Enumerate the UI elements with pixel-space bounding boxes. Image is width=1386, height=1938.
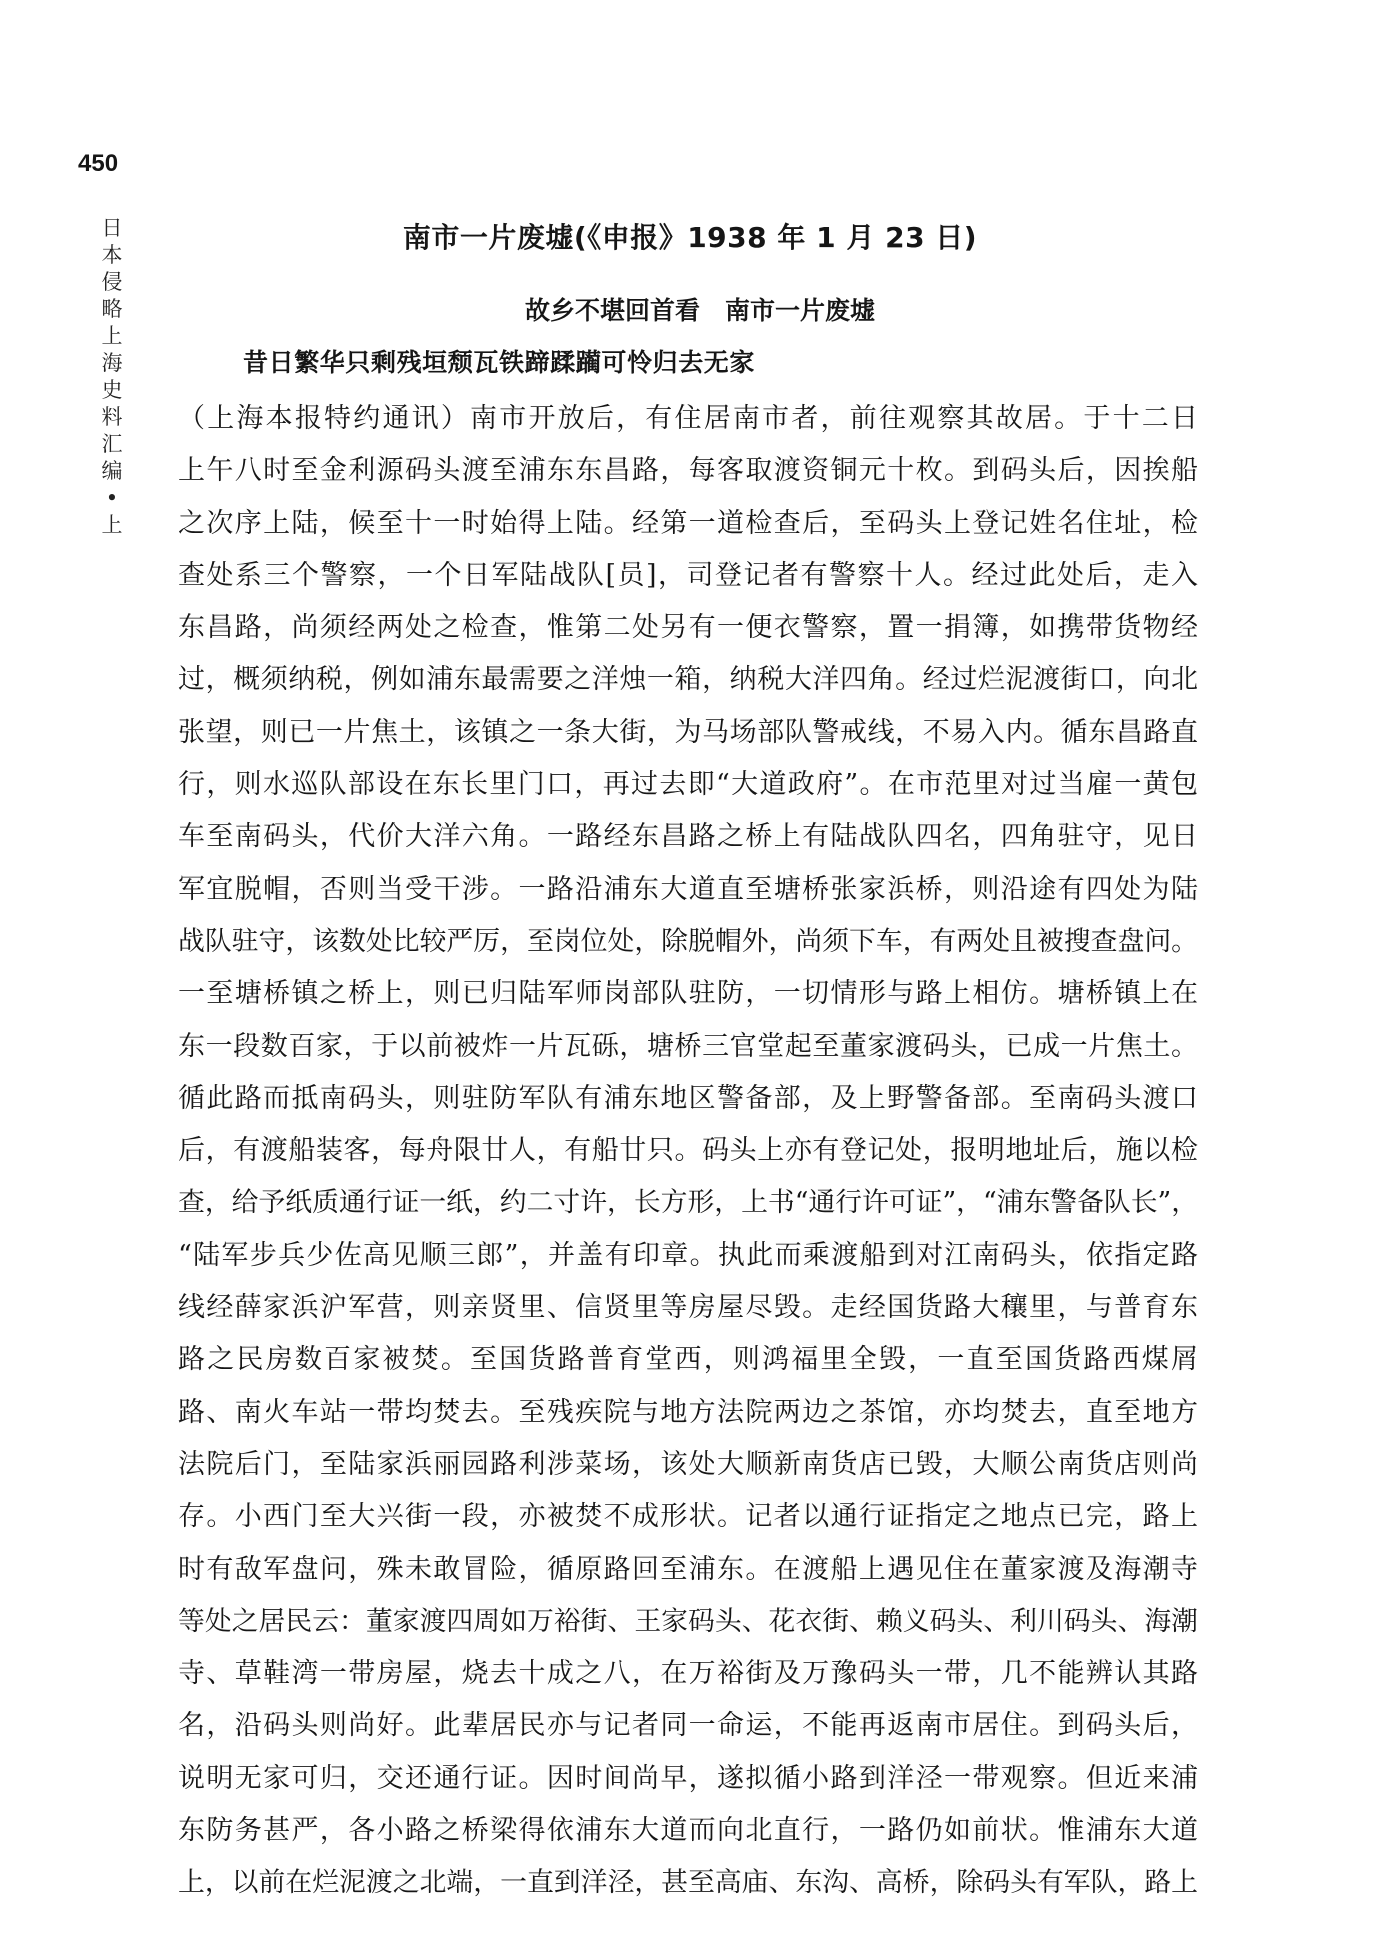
body-line: 时有敌军盘问，殊未敢冒险，循原路回至浦东。在渡船上遇见住在董家渡及海潮寺 xyxy=(178,1553,1198,1585)
body-line: 上午八时至金利源码头渡至浦东东昌路，每客取渡资铜元十枚。到码头后，因挨船 xyxy=(178,455,1198,487)
page-number: 450 xyxy=(78,150,119,177)
body-line: 等处之居民云：董家渡四周如万裕街、王家码头、花衣街、赖义码头、利川码头、海潮 xyxy=(178,1605,1198,1637)
body-line: “陆军步兵少佐高见顺三郎”，并盖有印章。执此而乘渡船到对江南码头，依指定路 xyxy=(178,1239,1198,1271)
body-line: 张望，则已一片焦土，该镇之一条大街，为马场部队警戒线，不易入内。循东昌路直 xyxy=(178,716,1198,748)
body-line: 法院后门，至陆家浜丽园路利涉菜场，该处大顺新南货店已毁，大顺公南货店则尚 xyxy=(178,1448,1198,1480)
body-line: 路、南火车站一带均焚去。至残疾院与地方法院两边之茶馆，亦均焚去，直至地方 xyxy=(178,1396,1198,1428)
body-line: 名，沿码头则尚好。此辈居民亦与记者同一命运，不能再返南市居住。到码头后， xyxy=(178,1710,1198,1742)
body-line: 过，概须纳税，例如浦东最需要之洋烛一箱，纳税大洋四角。经过烂泥渡街口，向北 xyxy=(178,664,1198,696)
body-line: 车至南码头，代价大洋六角。一路经东昌路之桥上有陆战队四名，四角驻守，见日 xyxy=(178,821,1198,853)
body-line: 之次序上陆，候至十一时始得上陆。经第一道检查后，至码头上登记姓名住址，检 xyxy=(178,507,1198,539)
body-line: 后，有渡船装客，每舟限廿人，有船廿只。码头上亦有登记处，报明地址后，施以检 xyxy=(178,1135,1198,1167)
article-subheading-secondary: 昔日繁华只剩残垣颓瓦铁蹄蹂躏可怜归去无家 xyxy=(243,348,756,377)
body-line: （上海本报特约通讯）南市开放后，有住居南市者，前往观察其故居。于十二日 xyxy=(178,403,1198,434)
body-line: 查处系三个警察，一个日军陆战队[员]，司登记者有警察十人。经过此处后，走入 xyxy=(178,559,1198,591)
body-line: 寺、草鞋湾一带房屋，烧去十成之八，在万裕街及万豫码头一带，几不能辨认其路 xyxy=(178,1658,1198,1690)
running-title: 日本侵略上海史料汇编•上 xyxy=(101,216,123,537)
body-line: 循此路而抵南码头，则驻防军队有浦东地区警备部，及上野警备部。至南码头渡口 xyxy=(178,1082,1198,1114)
body-line: 军宜脱帽，否则当受干涉。一路沿浦东大道直至塘桥张家浜桥，则沿途有四处为陆 xyxy=(178,873,1198,905)
body-line: 说明无家可归，交还通行证。因时间尚早，遂拟循小路到洋泾一带观察。但近来浦 xyxy=(178,1762,1198,1794)
body-line: 东防务甚严，各小路之桥梁得依浦东大道而向北直行，一路仍如前状。惟浦东大道 xyxy=(178,1815,1198,1847)
body-line: 行，则水巡队部设在东长里门口，再过去即“大道政府”。在市范里对过当雇一黄包 xyxy=(178,769,1198,801)
article-title: 南市一片废墟(《申报》1938 年 1 月 23 日) xyxy=(402,221,978,254)
body-line: 路之民房数百家被焚。至国货路普育堂西，则鸿福里全毁，一直至国货路西煤屑 xyxy=(178,1344,1198,1376)
body-line: 战队驻守，该数处比较严厉，至岗位处，除脱帽外，尚须下车，有两处且被搜查盘问。 xyxy=(178,925,1198,957)
article-body xyxy=(178,393,1198,1910)
body-line: 存。小西门至大兴街一段，亦被焚不成形状。记者以通行证指定之地点已完，路上 xyxy=(178,1501,1198,1533)
body-line: 线经薛家浜沪军营，则亲贤里、信贤里等房屋尽毁。走经国货路大穰里，与普育东 xyxy=(178,1292,1198,1324)
body-line: 东昌路，尚须经两处之检查，惟第二处另有一便衣警察，置一捐簿，如携带货物经 xyxy=(178,612,1198,644)
body-line: 东一段数百家，于以前被炸一片瓦砾，塘桥三官堂起至董家渡码头，已成一片焦土。 xyxy=(178,1030,1198,1062)
body-line: 上，以前在烂泥渡之北端，一直到洋泾，甚至高庙、东沟、高桥，除码头有军队，路上 xyxy=(178,1867,1198,1899)
body-line: 查，给予纸质通行证一纸，约二寸许，长方形，上书“通行许可证”，“浦东警备队长”， xyxy=(178,1187,1199,1219)
body-line: 一至塘桥镇之桥上，则已归陆军师岗部队驻防，一切情形与路上相仿。塘桥镇上在 xyxy=(178,978,1198,1010)
article-subheading-primary: 故乡不堪回首看 南市一片废墟 xyxy=(524,296,875,325)
